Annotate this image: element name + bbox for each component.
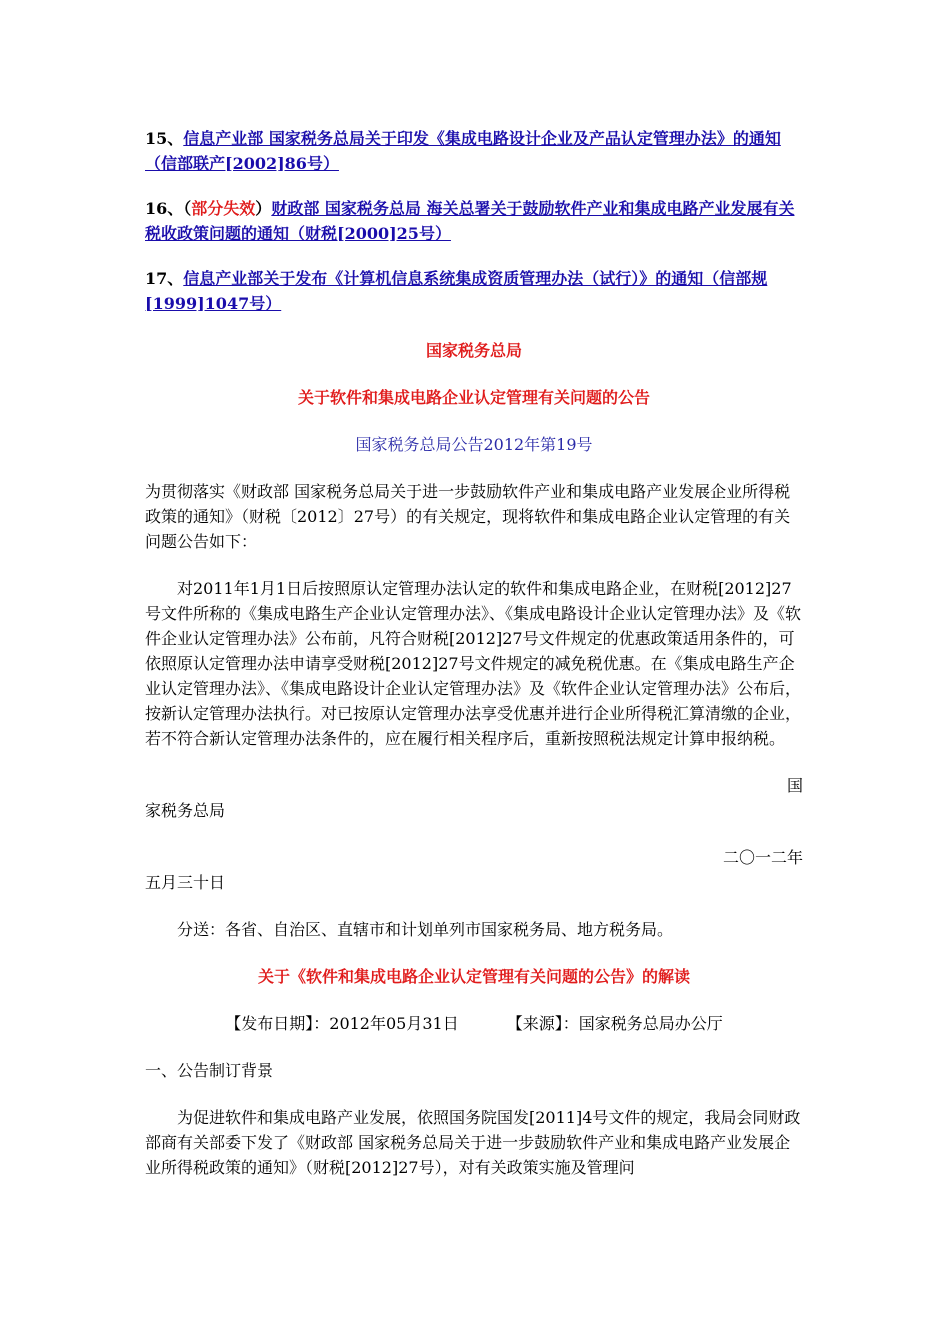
notice-number: 国家税务总局公告2012年第19号	[355, 435, 593, 454]
notice-body: 对2011年1月1日后按照原认定管理办法认定的软件和集成电路企业，在财税[2012]27号文件所称的《集成电路生产企业认定管理办法》、《集成电路设计企业认定管理办法》及《软件企业认定管理办法》公布前，凡符合财税[2012]27号文件规定的优惠政策适用条件的，可依照原认定管理办法申请享受财税[2012]27号文件规定的减免税优惠。在《集成电路生产企业认定管理办法》、《集成电路设计企业认定管理办法》及《软件企业认定管理办法》公布后，按新认定管理办法执行。对已按原认定管理办法享受优惠并进行企业所得税汇算清缴的企业，若不符合新认定管理办法条件的，应在履行相关程序后，重新按照税法规定计算申报纳税。	[145, 579, 802, 748]
date-line-1: 二〇一二年	[722, 848, 803, 867]
reference-link-16[interactable]: 财政部 国家税务总局 海关总署关于鼓励软件产业和集成电路产业发展有关税收政策问题的通知（财税[2000]25号）	[145, 199, 795, 243]
interpretation-title: 关于《软件和集成电路企业认定管理有关问题的公告》的解读	[257, 967, 690, 986]
release-date-value: 2012年05月31日	[329, 1014, 459, 1033]
reference-15	[145, 126, 803, 176]
reference-link-15[interactable]: 信息产业部 国家税务总局关于印发《集成电路设计企业及产品认定管理办法》的通知（信部联产[2002]86号）	[145, 129, 781, 173]
reference-link-17[interactable]: 信息产业部关于发布《计算机信息系统集成资质管理办法（试行）》的通知（信部规[1999]1047号）	[145, 269, 768, 313]
reference-17	[145, 266, 803, 316]
distribution-list: 分送：各省、自治区、直辖市和计划单列市国家税务局、地方税务局。	[177, 920, 674, 939]
notice-title: 关于软件和集成电路企业认定管理有关问题的公告	[297, 388, 650, 407]
notice-issuer: 国家税务总局	[425, 341, 522, 360]
section-1-paragraph: 为促进软件和集成电路产业发展，依照国务院国发[2011]4号文件的规定，我局会同财政部商有关部委下发了《财政部 国家税务总局关于进一步鼓励软件产业和集成电路产业发展企业所得税政策的通知》（财税[2012]27号），对有关政策实施及管理问	[145, 1108, 801, 1177]
reference-number: 17、	[145, 269, 184, 288]
reference-number: 16、（	[145, 199, 192, 218]
release-info	[145, 1011, 803, 1036]
status-partially-invalid: 部分失效	[191, 199, 256, 218]
signature-line-2: 家税务总局	[145, 801, 226, 820]
reference-bracket: ）	[255, 199, 272, 218]
signature-line-1: 国	[786, 776, 803, 795]
date-line-2: 五月三十日	[145, 873, 226, 892]
release-date-label: 【发布日期】：	[225, 1014, 330, 1033]
source-label: 【来源】：	[506, 1014, 579, 1033]
source-value: 国家税务总局办公厅	[578, 1014, 723, 1033]
reference-number: 15、	[145, 129, 184, 148]
reference-16	[145, 196, 803, 246]
notice-intro: 为贯彻落实《财政部 国家税务总局关于进一步鼓励软件产业和集成电路产业发展企业所得税政策的通知》（财税〔2012〕27号）的有关规定，现将软件和集成电路企业认定管理的有关问题公告如下：	[145, 482, 791, 551]
document-content	[145, 126, 803, 1180]
section-heading-1: 一、公告制订背景	[145, 1061, 274, 1080]
